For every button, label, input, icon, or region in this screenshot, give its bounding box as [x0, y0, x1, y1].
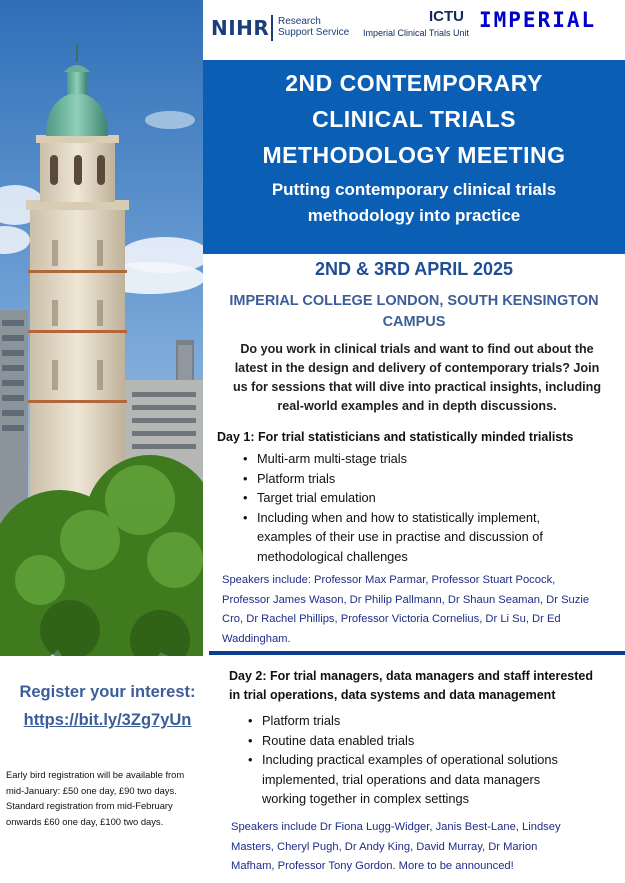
list-item: • Platform trials	[243, 469, 583, 489]
event-date: 2ND & 3RD APRIL 2025	[314, 259, 514, 279]
banner-title-line: METHODOLOGY MEETING	[262, 142, 566, 168]
nihr-logo-divider	[271, 15, 273, 41]
ictu-logo: ICTU	[429, 8, 464, 25]
registration-pricing: Early bird registration will be available from mid-January: £50 one day, £90 two days. Standard registration from mid-February onwards £60 one day, £100 two days.	[6, 769, 185, 827]
imperial-logo: IMPERIAL	[479, 8, 597, 32]
nihr-logo: NIHR	[211, 16, 270, 40]
ictu-logo-subtitle: Imperial Clinical Trials Unit	[363, 28, 470, 38]
register-link[interactable]: https://bit.ly/3Zg7yUn	[23, 711, 192, 729]
banner-title-line: 2ND CONTEMPORARY	[285, 70, 543, 96]
section-divider	[209, 651, 625, 655]
day1-heading: Day 1: For trial statisticians and statistically minded trialists	[217, 430, 574, 444]
list-item: • Including when and how to statistically implement, examples of their use in practise and discussion of methodological challenges	[243, 508, 583, 567]
nihr-logo-subtitle: Research Support Service	[278, 16, 350, 38]
banner-subtitle-line: Putting contemporary clinical trials	[271, 180, 557, 199]
queens-tower-photo	[0, 0, 203, 656]
event-venue: IMPERIAL COLLEGE LONDON, SOUTH KENSINGTON CAMPUS	[229, 293, 599, 330]
banner-subtitle-line: methodology into practice	[307, 206, 521, 225]
day1-topic-list	[243, 449, 583, 566]
list-item: • Routine data enabled trials	[248, 731, 578, 751]
title-banner	[203, 60, 625, 254]
day2-topic-list	[248, 711, 578, 809]
list-item: • Target trial emulation	[243, 488, 583, 508]
register-heading: Register your interest:	[19, 683, 196, 701]
day1-speakers: Speakers include: Professor Max Parmar, Professor Stuart Pocock, Professor James Wason, Dr Philip Pallmann, Dr Shaun Seaman, Dr Suzie Cro, Dr Rachel Phillips, Professor Victoria Cornelius, Dr Li Su, Dr Ed Waddingham.	[222, 574, 590, 645]
event-intro: Do you work in clinical trials and want to find out about the latest in the design and delivery of contemporary trials? Join us for sessions that will dive into practical insights, including real-world examples and in depth discussions.	[232, 342, 602, 413]
logo-bar	[203, 0, 625, 60]
day2-heading: Day 2: For trial managers, data managers and staff interested in trial operations, data systems and data management	[229, 669, 594, 702]
banner-title-line: CLINICAL TRIALS	[312, 106, 516, 132]
list-item: • Multi-arm multi-stage trials	[243, 449, 583, 469]
list-item: • Including practical examples of operational solutions implemented, trial operations and data managers working together in complex settings	[248, 750, 578, 809]
list-item: • Platform trials	[248, 711, 578, 731]
day2-speakers: Speakers include Dr Fiona Lugg-Widger, Janis Best-Lane, Lindsey Masters, Cheryl Pugh, Dr Andy King, David Murray, Dr Marion Mafham, Professor Tony Gordon. More to be announced!	[231, 821, 561, 872]
